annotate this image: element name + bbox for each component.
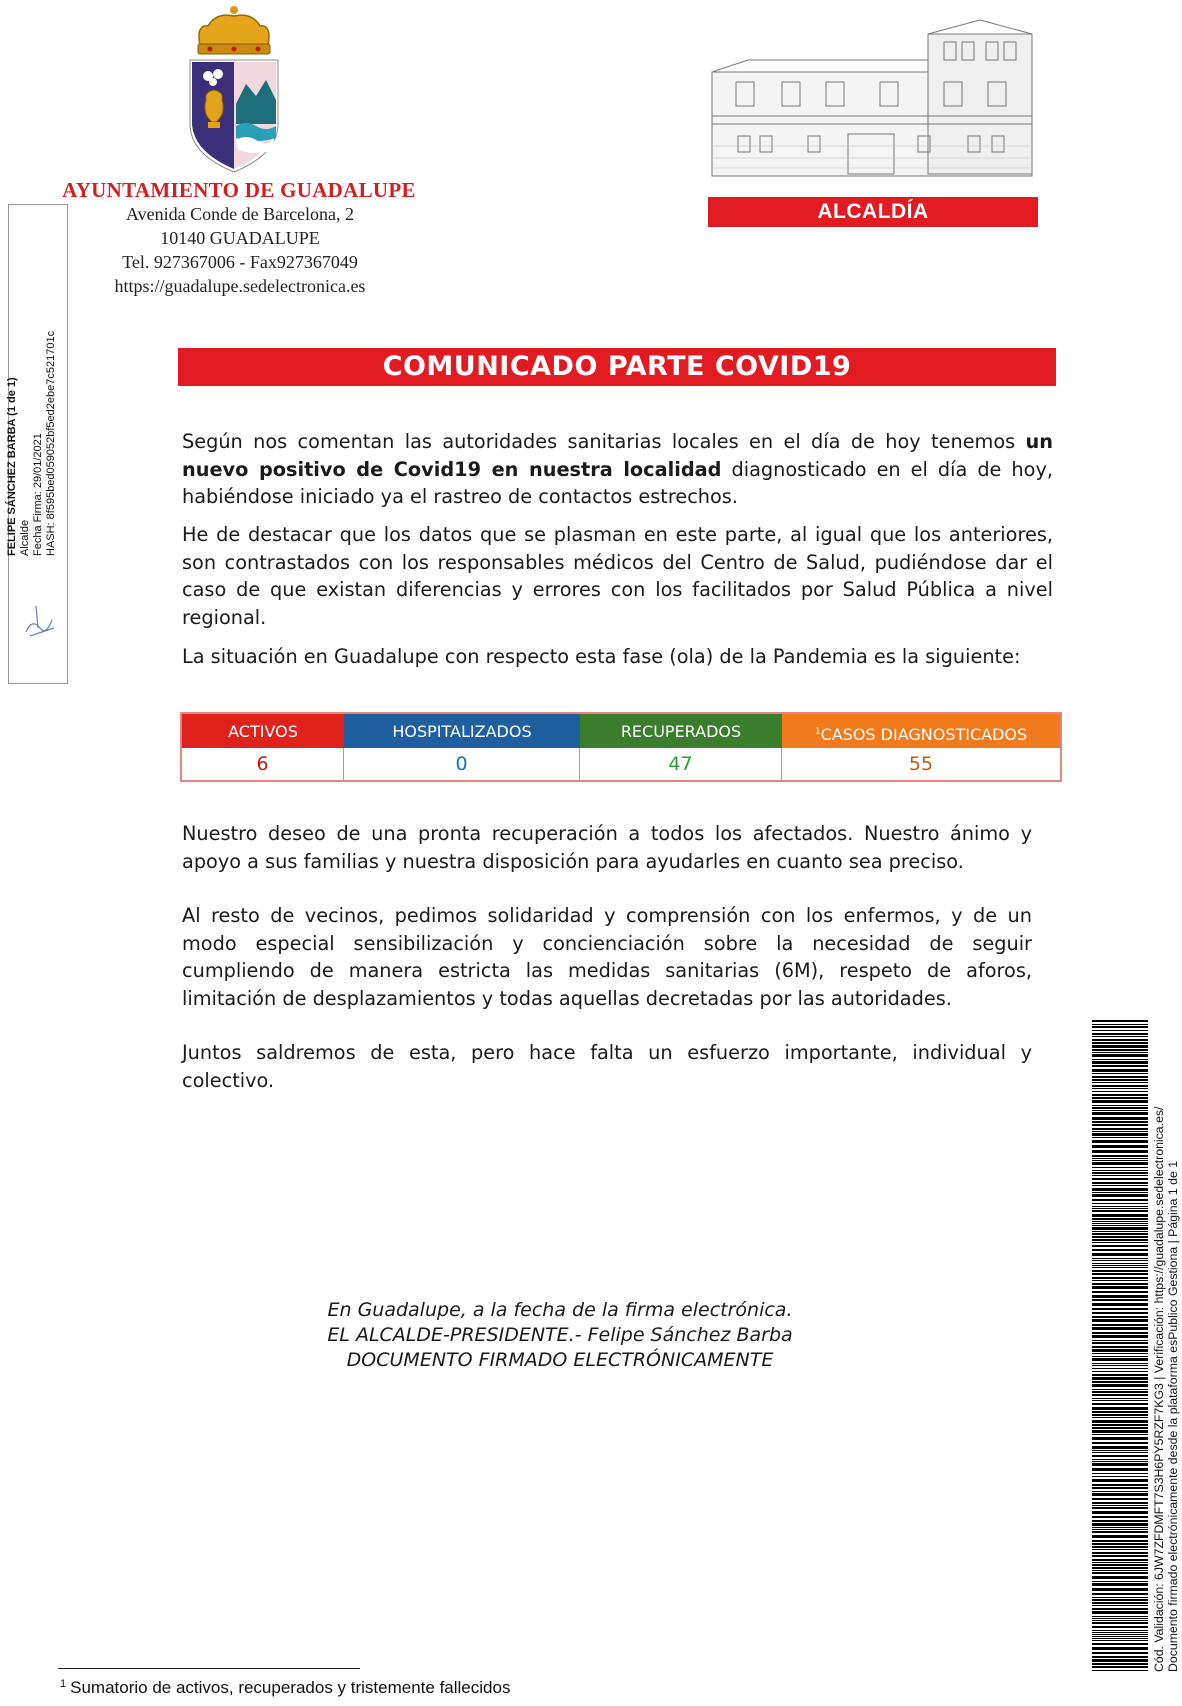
signer-name: FELIPE SÁNCHEZ BARBA (1 de 1) (6, 377, 18, 556)
highlighted-text: un nuevo positivo de Covid19 en nuestra localidad (182, 430, 1053, 481)
stat-activos (182, 714, 344, 780)
validation-info (1152, 1012, 1180, 1672)
signer-role: Alcalde (19, 519, 31, 556)
phone-fax-line: Tel. 927367006 - Fax927367049 (122, 252, 358, 272)
validation-platform-line: Documento firmado electrónicamente desde la plataforma esPublico Gestiona | Página 1 de 1 (1166, 1160, 1180, 1672)
signature-hash: HASH: 8f595bed059052bf5ed2ebe7c521701c (45, 330, 57, 556)
coat-of-arms-logo (186, 4, 282, 176)
stat-header: RECUPERADOS (580, 714, 782, 748)
stat-value: 47 (580, 748, 782, 780)
footnote (60, 1678, 510, 1698)
footnote-marker: 1 (814, 727, 821, 737)
paragraph-4: Nuestro deseo de una pronta recuperación a todos los afectados. Nuestro ánimo y apoyo a sus familias y nuestra disposición para ayudarles en cuanto sea preciso. (182, 822, 1032, 873)
address-line-1: Avenida Conde de Barcelona, 2 (125, 204, 355, 224)
department-banner: ALCALDÍA (708, 197, 1038, 227)
stat-hospitalizados (344, 714, 580, 780)
paragraph-3: La situación en Guadalupe con respecto esta fase (ola) de la Pandemia es la siguiente: (182, 645, 1021, 668)
paragraph-6: Juntos saldremos de esta, pero hace falta un esfuerzo importante, individual y colectivo. (182, 1041, 1032, 1092)
footnote-divider (58, 1668, 360, 1669)
signature-date: Fecha Firma: 29/01/2021 (32, 433, 44, 556)
stat-header: HOSPITALIZADOS (344, 714, 580, 748)
closing-signature-block (300, 1298, 820, 1373)
address-line-2: 10140 GUADALUPE (160, 228, 320, 248)
municipality-name: AYUNTAMIENTO DE GUADALUPE (62, 178, 416, 202)
paragraph-5: Al resto de vecinos, pedimos solidaridad y comprensión con los enfermos, y de un modo especial sensibilización y concienciación sobre la necesidad de seguir cumpliendo de manera estricta las medidas sanitarias (6M), respeto de aforos, limitación de desplazamientos y todas aquellas decretadas por las autoridades. (182, 904, 1032, 1010)
stat-value: 55 (908, 753, 934, 775)
stat-value: 6 (182, 748, 344, 780)
closing-line-2: EL ALCALDE-PRESIDENTE.- Felipe Sánchez Barba (327, 1324, 793, 1346)
paragraph-1: Según nos comentan las autoridades sanitarias locales en el día de hoy tenemos un nuevo positivo de Covid19 en nuestra localidad diagnosticado en el día de hoy, habiéndose iniciado ya el rastreo de contactos estrechos. (182, 430, 1053, 508)
stat-recuperados (580, 714, 782, 780)
footnote-number: 1 (60, 1678, 67, 1690)
stat-value: 0 (344, 748, 580, 780)
closing-line-1: En Guadalupe, a la fecha de la firma electrónica. (327, 1299, 793, 1321)
validation-barcode (1092, 1020, 1148, 1672)
stat-header: $^1$CASOS DIAGNOSTICADOS (782, 714, 1060, 748)
website-link[interactable]: https://guadalupe.sedelectronica.es (114, 276, 366, 296)
document-title: COMUNICADO PARTE COVID19 (178, 348, 1056, 386)
town-hall-illustration (708, 16, 1040, 184)
signature-metadata (6, 76, 58, 556)
footnote-text: Sumatorio de activos, recuperados y tristemente fallecidos (70, 1678, 511, 1697)
stat-header: ACTIVOS (182, 714, 344, 748)
validation-code-line: Cód. Validación: 6JW7ZFDMFT7S3H6PY5RZF7KG3 | Verificación: https://guadalupe.sedelectronica.es/ (1152, 1106, 1166, 1672)
paragraph-2: He de destacar que los datos que se plasman en este parte, al igual que los anteriores, son contrastados con los responsables médicos del Centro de Salud, pudiéndose dar el caso de que existan diferencias y errores con los facilitados por Salud Pública a nivel regional. (182, 523, 1053, 629)
stat-casos-diagnosticados (782, 714, 1060, 780)
handwritten-signature (20, 598, 58, 640)
covid-stats-table (180, 712, 1062, 782)
closing-line-3: DOCUMENTO FIRMADO ELECTRÓNICAMENTE (346, 1349, 774, 1371)
